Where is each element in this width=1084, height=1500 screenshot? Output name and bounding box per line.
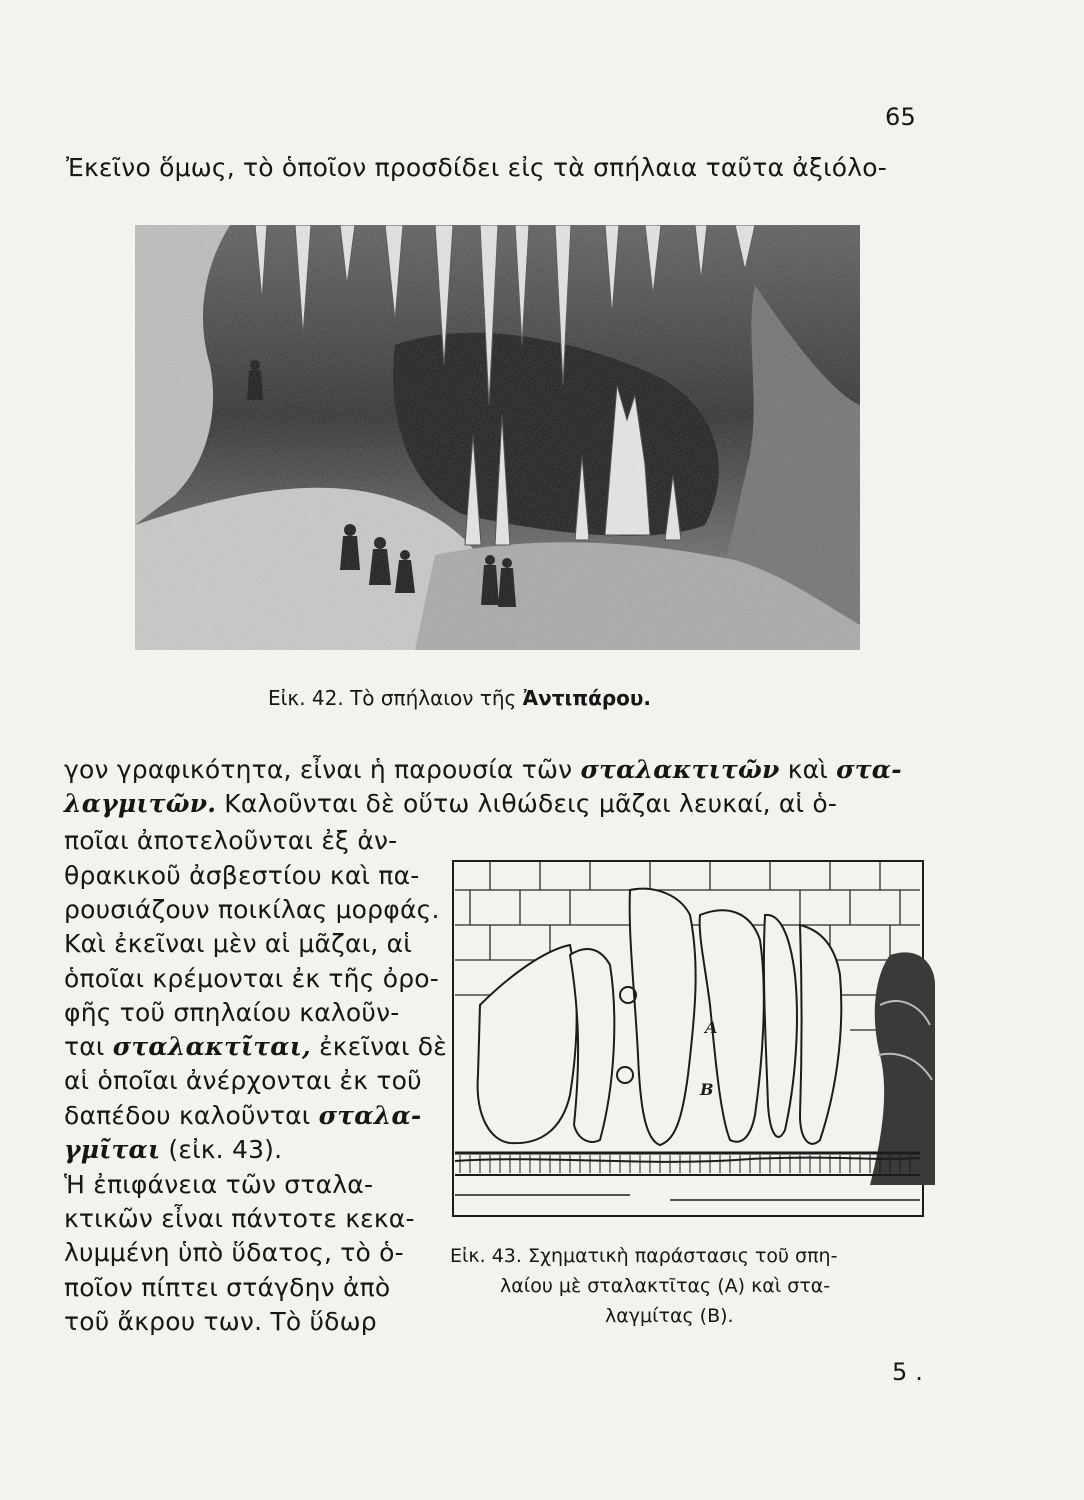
text-line: Καὶ ἐκεῖναι μὲν αἱ μᾶζαι, αἱ [64,929,412,958]
caption-place-name: Ἀντιπάρου. [522,686,652,710]
text-line: φῆς τοῦ σπηλαίου καλοῦν- [64,998,400,1027]
text-span: γον γραφικότητα, εἶναι ἡ παρουσία τῶν [64,755,581,784]
text-span: δαπέδου καλοῦνται [64,1101,319,1130]
text-span: ἐκεῖναι δὲ [310,1032,447,1061]
label-b-stalagmites: B [700,1080,714,1099]
text-span: ται [64,1032,113,1061]
text-line: Ἐκεῖνο ὅμως, τὸ ὁποῖον προσδίδει εἰς τὰ σπήλαια ταῦτα ἀξιόλο- [66,153,887,182]
figure-43-caption-line: λαίου μὲ σταλακτῖτας (Α) καὶ στα- [500,1275,831,1297]
term-stalagmites-part2: λαγμιτῶν. [64,789,217,818]
signature-mark: 5 . [892,1358,924,1386]
cave-schematic-diagram [450,855,935,1220]
text-line: κτικῶν εἶναι πάντοτε κεκα- [64,1204,415,1233]
text-line [64,791,837,816]
text-line: ρουσιάζουν ποικίλας μορφάς. [64,895,440,924]
text-span: Καλοῦνται δὲ οὕτω λιθώδεις μᾶζαι λευκαί, αἱ ὁ- [216,789,838,818]
figure-42-caption [268,686,651,710]
term-stalagmites-part1: σταλα- [318,1101,422,1130]
text-line: λυμμένη ὑπὸ ὕδατος, τὸ ὁ- [64,1238,404,1267]
text-line [64,1137,282,1162]
text-span: καὶ [779,755,837,784]
term-stalagmites-part2: γμῖται [64,1135,161,1164]
text-line: αἱ ὁποῖαι ἀνέρχονται ἐκ τοῦ [64,1066,422,1095]
term-stalactites: σταλακτιτῶν [580,755,780,784]
text-line [64,1034,447,1059]
text-line: ποῖον πίπτει στάγδην ἀπὸ [64,1273,391,1302]
text-line: ὁποῖαι κρέμονται ἐκ τῆς ὀρο- [64,964,439,993]
term-stalactites: σταλακτῖται, [112,1032,311,1061]
text-line: Ἡ ἐπιφάνεια τῶν σταλα- [64,1170,374,1199]
page-number: 65 [885,103,916,131]
caption-prefix: Εἰκ. 42. Τὸ σπήλαιον τῆς [268,686,523,710]
text-line [64,1103,421,1128]
figure-43-caption-line: Εἰκ. 43. Σχηματικὴ παράστασις τοῦ σπη- [450,1245,838,1267]
figure-43-caption-line: λαγμίτας (Β). [605,1305,734,1327]
text-line: τοῦ ἄκρου των. Τὸ ὕδωρ [64,1307,377,1336]
label-a-stalactites: A [705,1018,718,1037]
cave-illustration-antiparos [135,225,860,650]
text-line: θρακικοῦ ἀσβεστίου καὶ πα- [64,861,420,890]
text-span: (εἰκ. 43). [160,1135,283,1164]
text-line: ποῖαι ἀποτελοῦνται ἐξ ἀν- [64,826,398,855]
text-line [64,757,902,782]
term-stalagmites-part1: στα- [836,755,902,784]
